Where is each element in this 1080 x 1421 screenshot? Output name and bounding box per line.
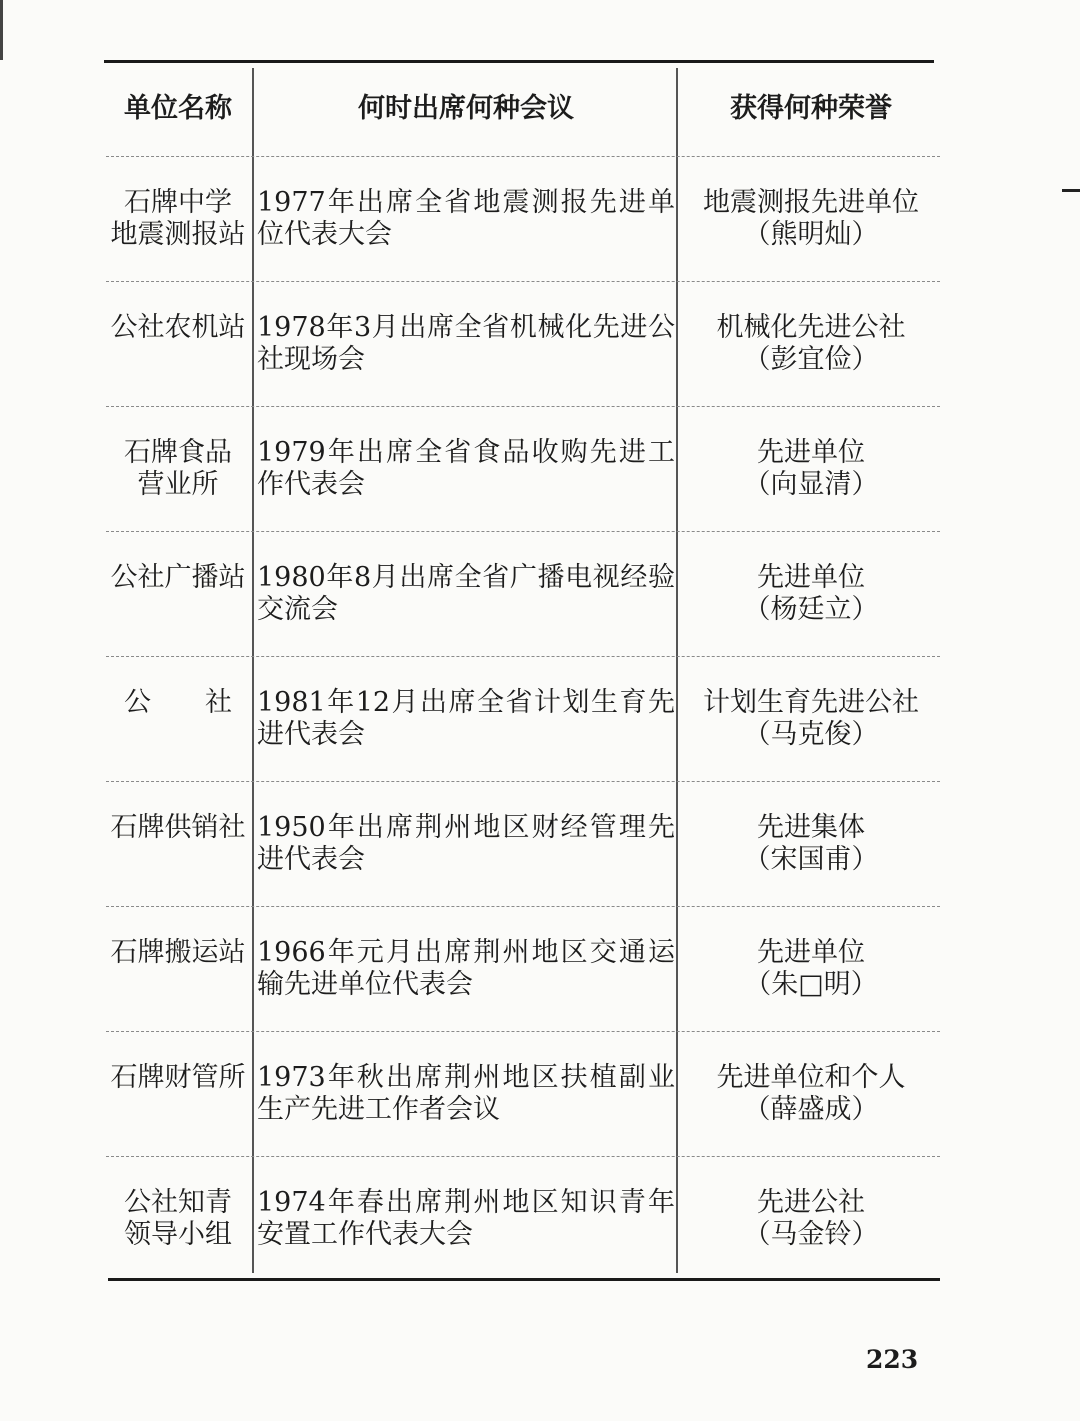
unit-name-line: 石牌食品 <box>124 437 232 468</box>
honor-representative: （马克俊） <box>743 719 879 750</box>
honor-title: 先进公社 <box>757 1187 865 1218</box>
unit-name-line: 领导小组 <box>124 1219 232 1250</box>
row-separator <box>106 906 940 907</box>
honor-cell <box>682 312 940 376</box>
column-divider <box>676 68 678 1273</box>
scan-edge-shadow <box>0 0 3 60</box>
margin-mark <box>1062 189 1080 192</box>
unit-name-line: 石牌搬运站 <box>110 937 246 968</box>
meeting-description: 1978年3月出席全省机械化先进公社现场会 <box>257 312 675 375</box>
unit-name <box>104 187 252 251</box>
unit-name <box>104 937 252 969</box>
meeting-description: 1981年12月出席全省计划生育先进代表会 <box>257 687 675 750</box>
honor-representative: （熊明灿） <box>743 219 879 250</box>
honor-cell <box>682 1187 940 1251</box>
honor-cell <box>682 687 940 751</box>
unit-name-line: 公社广播站 <box>110 562 246 593</box>
unit-name <box>104 1187 252 1251</box>
honor-cell <box>682 187 940 251</box>
table-bottom-rule <box>108 1278 940 1281</box>
unit-name-line: 公社知青 <box>124 1187 232 1218</box>
honor-title: 先进单位和个人 <box>716 1062 906 1093</box>
meeting-description: 1973年秋出席荆州地区扶植副业生产先进工作者会议 <box>257 1062 675 1125</box>
row-separator <box>106 406 940 407</box>
honor-title: 先进单位 <box>757 437 865 468</box>
row-separator <box>106 1031 940 1032</box>
honor-title: 机械化先进公社 <box>716 312 906 343</box>
honor-representative: （朱□明） <box>744 969 878 1000</box>
row-separator <box>106 531 940 532</box>
honor-representative: （宋国甫） <box>743 844 879 875</box>
unit-name-line: 公 社 <box>124 687 232 718</box>
row-separator <box>106 1156 940 1157</box>
header-honor: 获得何种荣誉 <box>730 93 892 124</box>
page-number: 223 <box>866 1345 919 1374</box>
honor-cell <box>682 562 940 626</box>
unit-name <box>104 437 252 501</box>
honor-cell <box>682 1062 940 1126</box>
unit-name-line: 地震测报站 <box>110 219 246 250</box>
unit-name <box>104 562 252 594</box>
table-top-rule <box>104 60 934 63</box>
meeting-description: 1966年元月出席荆州地区交通运输先进单位代表会 <box>257 937 675 1000</box>
unit-name-line: 石牌中学 <box>124 187 232 218</box>
honor-representative: （马金铃） <box>743 1219 879 1250</box>
unit-name <box>104 812 252 844</box>
unit-name <box>104 1062 252 1094</box>
unit-name-line: 石牌供销社 <box>110 812 246 843</box>
honor-representative: （向显清） <box>743 469 879 500</box>
honor-representative: （杨廷立） <box>743 594 879 625</box>
unit-name <box>104 312 252 344</box>
header-unit: 单位名称 <box>124 93 232 124</box>
row-separator <box>106 656 940 657</box>
unit-name-line: 营业所 <box>137 469 219 500</box>
honor-representative: （薛盛成） <box>743 1094 879 1125</box>
honor-cell <box>682 437 940 501</box>
meeting-description: 1950年出席荆州地区财经管理先进代表会 <box>257 812 675 875</box>
meeting-description: 1979年出席全省食品收购先进工作代表会 <box>257 437 675 500</box>
honor-title: 计划生育先进公社 <box>703 687 919 718</box>
unit-name-line: 石牌财管所 <box>110 1062 246 1093</box>
header-meeting: 何时出席何种会议 <box>358 93 574 124</box>
unit-name-line: 公社农机站 <box>110 312 246 343</box>
honor-title: 先进集体 <box>757 812 865 843</box>
honor-cell <box>682 937 940 1001</box>
honor-title: 地震测报先进单位 <box>703 187 919 218</box>
column-divider <box>252 68 254 1273</box>
row-separator <box>106 781 940 782</box>
honor-title: 先进单位 <box>757 937 865 968</box>
honor-title: 先进单位 <box>757 562 865 593</box>
meeting-description: 1980年8月出席全省广播电视经验交流会 <box>257 562 675 625</box>
meeting-description: 1974年春出席荆州地区知识青年安置工作代表大会 <box>257 1187 675 1250</box>
row-separator <box>106 156 940 157</box>
meeting-description: 1977年出席全省地震测报先进单位代表大会 <box>257 187 675 250</box>
row-separator <box>106 281 940 282</box>
unit-name <box>104 687 252 719</box>
honor-representative: （彭宜俭） <box>743 344 879 375</box>
honor-cell <box>682 812 940 876</box>
